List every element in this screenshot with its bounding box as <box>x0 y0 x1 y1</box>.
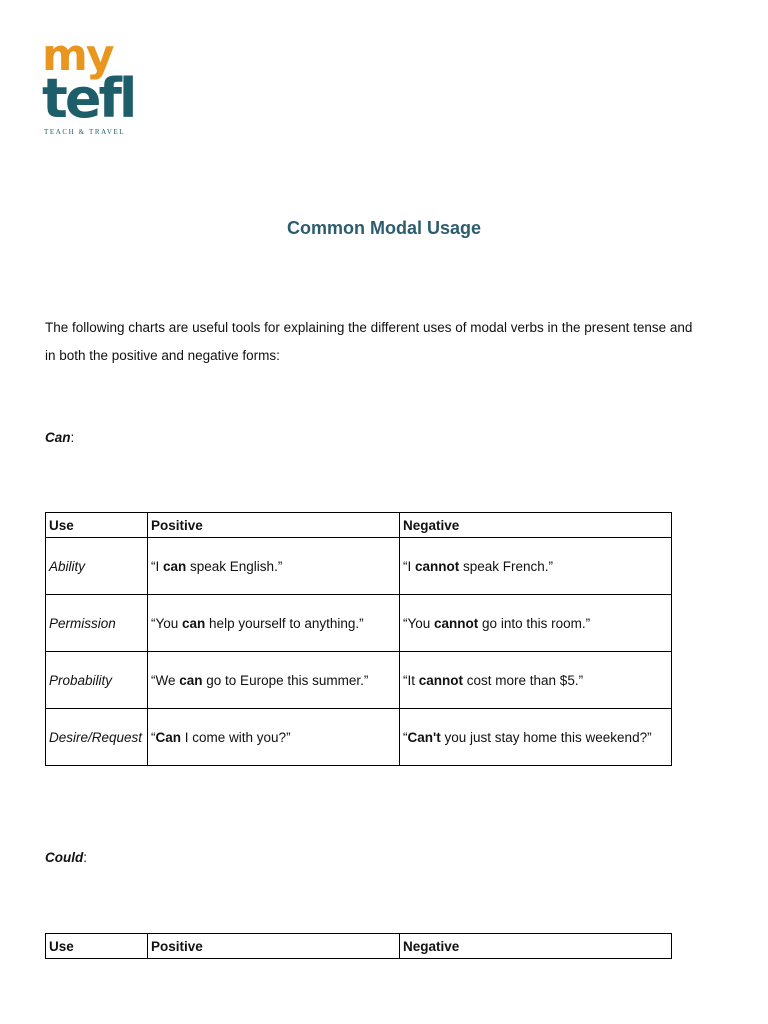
positive-post: help yourself to anything.” <box>205 615 364 631</box>
header-positive: Positive <box>148 934 400 959</box>
use-cell: Desire/Request <box>46 709 148 766</box>
table-row <box>46 709 672 766</box>
table-header-row <box>46 513 672 538</box>
negative-pre: “ <box>403 729 408 745</box>
negative-pre: “It <box>403 672 419 688</box>
table-header-row <box>46 934 672 959</box>
positive-cell <box>148 538 400 595</box>
negative-modal: cannot <box>418 672 464 688</box>
section-label-could <box>45 850 87 865</box>
header-use: Use <box>46 934 148 959</box>
logo-tefl-text: tefl <box>42 67 135 130</box>
could-table <box>45 933 672 959</box>
negative-pre: “You <box>403 615 435 631</box>
section-label-could-text: Could <box>45 850 84 865</box>
table-row <box>46 595 672 652</box>
positive-pre: “You <box>151 615 183 631</box>
logo-tagline: TEACH & TRAVEL <box>44 128 126 136</box>
positive-pre: “We <box>151 672 180 688</box>
intro-line-1: The following charts are useful tools for explaining the different uses of modal verbs in the present tense and <box>45 320 693 335</box>
negative-cell <box>400 709 672 766</box>
table-row <box>46 538 672 595</box>
negative-modal: cannot <box>434 615 479 631</box>
use-cell: Permission <box>46 595 148 652</box>
header-negative: Negative <box>400 513 672 538</box>
negative-post: speak French.” <box>459 558 554 574</box>
positive-post: go to Europe this summer.” <box>202 672 369 688</box>
positive-post: speak English.” <box>186 558 283 574</box>
page-title: Common Modal Usage <box>286 218 482 238</box>
intro-line-2: in both the positive and negative forms: <box>45 348 280 363</box>
positive-cell <box>148 709 400 766</box>
section-label-can-text: Can <box>45 430 71 445</box>
positive-cell <box>148 595 400 652</box>
use-cell: Ability <box>46 538 148 595</box>
positive-post: I come with you?” <box>181 729 291 745</box>
positive-pre: “I <box>151 558 163 574</box>
positive-modal: can <box>182 615 206 631</box>
intro-paragraph <box>45 314 735 370</box>
negative-post: you just stay home this weekend?” <box>440 729 652 745</box>
logo-my-text: my <box>42 30 113 81</box>
section-label-can-colon: : <box>70 430 75 445</box>
negative-modal: cannot <box>415 558 460 574</box>
can-table <box>45 512 672 766</box>
table-row <box>46 652 672 709</box>
positive-modal: can <box>163 558 187 574</box>
negative-post: go into this room.” <box>478 615 591 631</box>
positive-pre: “ <box>151 729 156 745</box>
use-cell: Probability <box>46 652 148 709</box>
positive-modal: Can <box>155 729 182 745</box>
negative-cell <box>400 652 672 709</box>
negative-post: cost more than $5.” <box>463 672 584 688</box>
negative-modal: Can't <box>407 729 441 745</box>
section-label-could-colon: : <box>83 850 88 865</box>
section-label-can <box>45 430 74 445</box>
header-positive: Positive <box>148 513 400 538</box>
positive-modal: can <box>179 672 203 688</box>
negative-pre: “I <box>403 558 415 574</box>
header-use: Use <box>46 513 148 538</box>
mytefl-logo <box>42 30 152 146</box>
negative-cell <box>400 595 672 652</box>
negative-cell <box>400 538 672 595</box>
positive-cell <box>148 652 400 709</box>
header-negative: Negative <box>400 934 672 959</box>
